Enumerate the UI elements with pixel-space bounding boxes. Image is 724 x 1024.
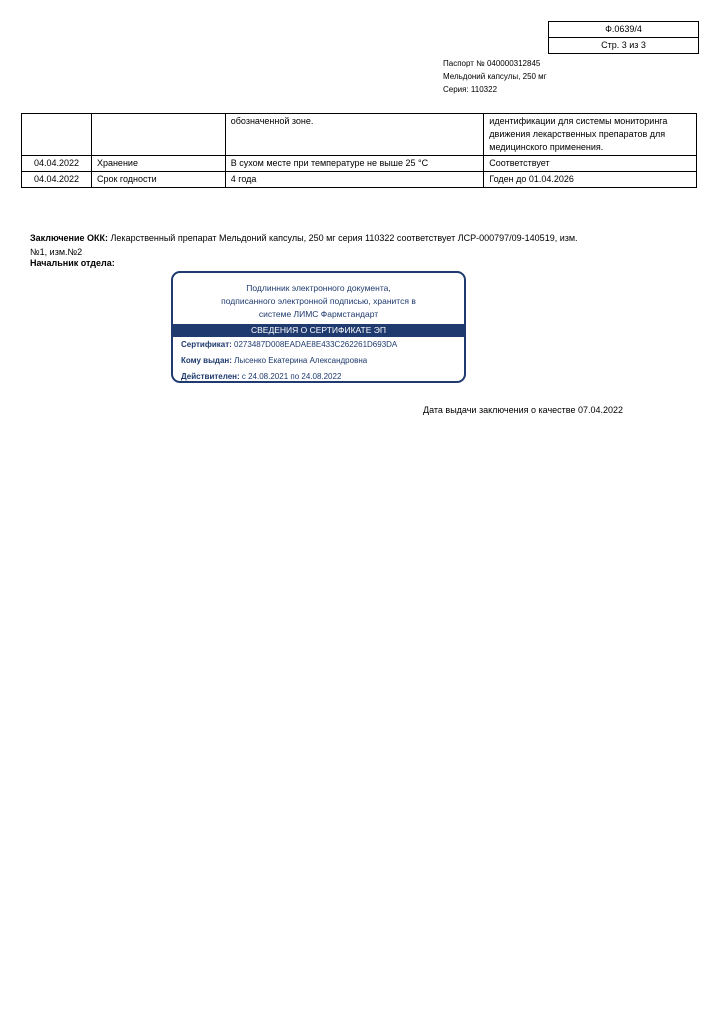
electronic-signature-stamp [171, 271, 466, 383]
product-name: Мельдоний капсулы, 250 мг [443, 72, 547, 81]
validity-label: Действителен: [181, 372, 240, 381]
test-date: 04.04.2022 [22, 172, 92, 188]
table-row [22, 114, 697, 156]
results-table [21, 113, 697, 188]
stamp-line: подписанного электронной подписью, хранится в [221, 296, 416, 306]
certificate-label: Сертификат: [181, 340, 232, 349]
stamp-band: СВЕДЕНИЯ О СЕРТИФИКАТЕ ЭП [173, 324, 464, 337]
passport-info [443, 57, 547, 96]
validity-row [173, 369, 464, 383]
test-name [91, 114, 225, 156]
test-date: 04.04.2022 [22, 156, 92, 172]
test-name: Хранение [91, 156, 225, 172]
certificate-row [173, 337, 464, 353]
stamp-header [173, 273, 464, 324]
test-result: идентификации для системы мониторинга движения лекарственных препаратов для медицинского применения. [484, 114, 697, 156]
test-result: Соответствует [484, 156, 697, 172]
table-row [22, 156, 697, 172]
test-name: Срок годности [91, 172, 225, 188]
issue-date: Дата выдачи заключения о качестве 07.04.2022 [423, 405, 623, 415]
head-of-department-label: Начальник отдела: [30, 258, 115, 268]
issued-to-label: Кому выдан: [181, 356, 232, 365]
form-code-box [548, 21, 699, 54]
passport-number: Паспорт № 040000312845 [443, 59, 541, 68]
series-number: Серия: 110322 [443, 85, 498, 94]
conclusion-text: Лекарственный препарат Мельдоний капсулы, 250 мг серия 110322 соответствует ЛСР-000797/09-140519, изм.№1, изм.№2 [30, 233, 578, 257]
page-number: Стр. 3 из 3 [549, 37, 698, 53]
qc-conclusion [30, 231, 590, 259]
table-row [22, 172, 697, 188]
stamp-line: Подлинник электронного документа, [246, 283, 391, 293]
test-result: Годен до 01.04.2026 [484, 172, 697, 188]
form-code: Ф.0639/4 [605, 24, 642, 34]
conclusion-label: Заключение ОКК: [30, 233, 109, 243]
test-requirement: 4 года [225, 172, 484, 188]
test-date [22, 114, 92, 156]
certificate-value: 0273487D008EADAE8E433C262261D693DA [231, 340, 398, 349]
issued-to-value: Лысенко Екатерина Александровна [231, 356, 368, 365]
stamp-line: системе ЛИМС Фармстандарт [258, 309, 379, 319]
validity-value: с 24.08.2021 по 24.08.2022 [239, 372, 342, 381]
test-requirement: обозначенной зоне. [225, 114, 484, 156]
test-requirement: В сухом месте при температуре не выше 25 °С [225, 156, 484, 172]
issued-to-row [173, 353, 464, 369]
